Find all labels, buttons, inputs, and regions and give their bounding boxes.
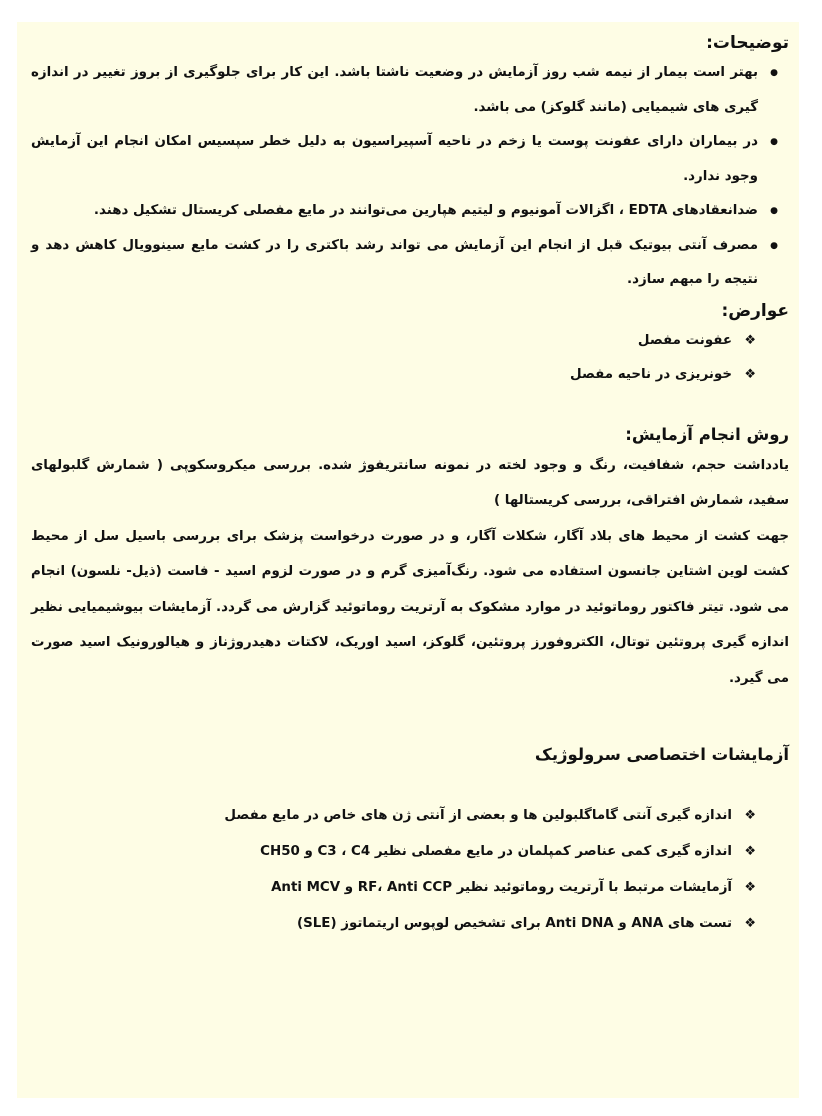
list-item: ● در بیماران دارای عفونت پوست یا زخم در ناحیه آسپیراسیون به دلیل خطر سپسیس امکان انجام این آزمایش وجود ندارد. (31, 125, 789, 194)
list-item: ❖ اندازه گیری آنتی گاماگلبولین ها و بعضی از آنتی ژن های خاص در مایع مفصل (31, 798, 789, 834)
procedure-paragraph-2: جهت کشت از محیط های بلاد آگار، شکلات آگار، و در صورت درخواست پزشک برای بررسی باسیل سل از محیط کشت لوین اشتاین جانسون استفاده می شود. رنگ‌آمیزی گرم و در صورت لزوم اسید - فاست (ذیل- نلسون) انجام می شود. تیتر فاکتور روماتوئید در موارد مشکوک به آرتریت روماتوئید گزارش می گردد. آزمایشات بیوشیمیایی نظیر اندازه گیری پروتئین توتال، الکتروفورز پروتئین، گلوکز، اسید اوریک، لاکتات دهیدروژناز و هیالورونیک اسید صورت می گیرد. (31, 528, 789, 686)
complications-heading: عوارض: (721, 300, 789, 321)
list-item: ❖ عفونت مفصل (31, 324, 789, 358)
procedure-heading: روش انجام آزمایش: (625, 424, 789, 444)
list-item: ● بهتر است بیمار از نیمه شب روز آزمایش در وضعیت ناشتا باشد. این کار برای جلوگیری از بروز تغییر در اندازه گیری های شیمیایی (مانند گلوکز) می باشد. (31, 56, 789, 125)
list-item: ❖ اندازه گیری کمی عناصر کمپلمان در مایع مفصلی نظیر C3 ، C4 و CH50 (31, 834, 789, 870)
notes-list (31, 56, 789, 298)
list-item: ● مصرف آنتی بیوتیک قبل از انجام این آزمایش می تواند رشد باکتری را در کشت مایع سینوویال کاهش دهد و نتیجه را مبهم سازد. (31, 229, 789, 298)
complications-list (31, 324, 789, 392)
list-item: ● ضدانعقادهای EDTA ، اگزالات آمونیوم و لیتیم هپارین می‌توانند در مایع مفصلی کریستال تشکیل دهند. (31, 194, 789, 229)
procedure-paragraph-1: یادداشت حجم، شفافیت، رنگ و وجود لخته در نمونه سانتریفوژ شده. بررسی میکروسکوپی ( شمارش گلبولهای سفید، شمارش افتراقی، بررسی کریستالها ) (31, 457, 789, 508)
list-item: ❖ خونریزی در ناحیه مفصل (31, 358, 789, 392)
list-item: ❖ آزمایشات مرتبط با آرتریت روماتوئید نظیر RF، Anti CCP و Anti MCV (31, 870, 789, 906)
notes-heading: توضیحات: (706, 33, 789, 53)
serology-heading: آزمایشات اختصاصی سرولوژیک (534, 745, 789, 764)
serology-list (31, 798, 789, 942)
list-item: ❖ تست های ANA و Anti DNA برای تشخیص لوپوس اریتماتوز (SLE) (31, 906, 789, 942)
document-page (17, 22, 799, 1098)
